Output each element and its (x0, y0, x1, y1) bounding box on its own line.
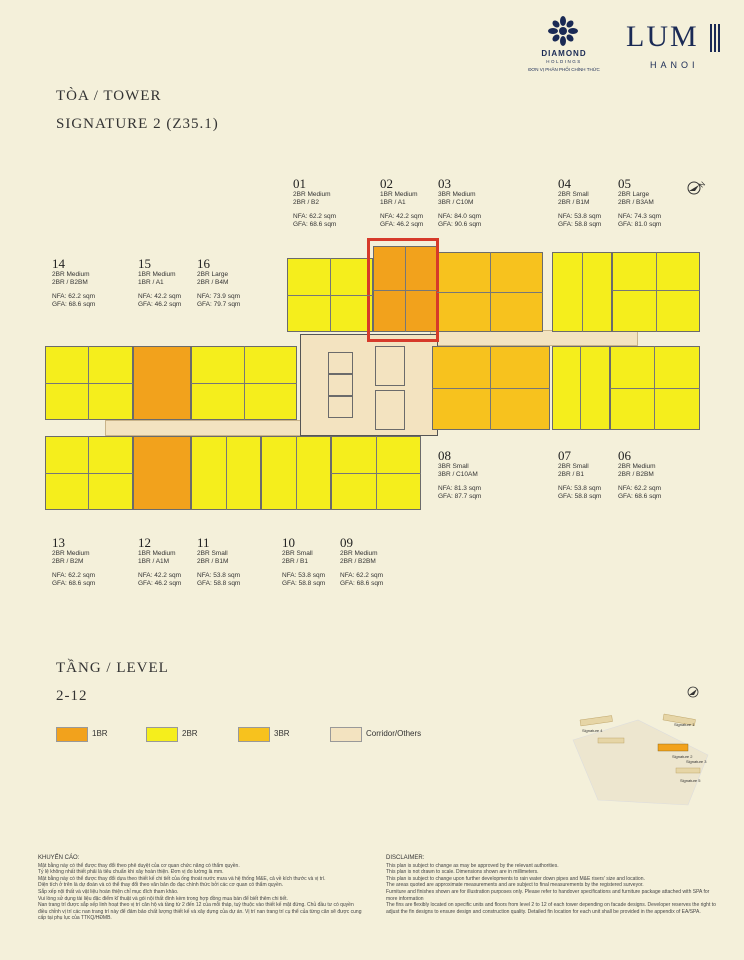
unit-label-13: 13 2BR Medium 2BR / B2M NFA: 62.2 sqm GFA: 68.6 sqm (52, 535, 96, 587)
unit-label-07: 07 2BR Small 2BR / B1 NFA: 53.8 sqm GFA: 58.8 sqm (558, 448, 602, 500)
legend-swatch-corridor (330, 727, 362, 742)
unit-label-12: 12 1BR Medium 1BR / A1M NFA: 42.2 sqm GFA: 46.2 sqm (138, 535, 182, 587)
disclaimer-en-title: DISCLAIMER: (386, 855, 425, 861)
project-name: LUM (626, 20, 699, 53)
unit-label-06: 06 2BR Medium 2BR / B2BM NFA: 62.2 sqm GFA: 68.6 sqm (618, 448, 662, 500)
unit-label-10: 10 2BR Small 2BR / B1 NFA: 53.8 sqm GFA: 58.8 sqm (282, 535, 326, 587)
legend-swatch-3br (238, 727, 270, 742)
unit-label-08: 08 3BR Small 3BR / C10AM NFA: 81.3 sqm GFA: 87.7 sqm (438, 448, 482, 500)
legend-label-1br: 1BR (92, 729, 108, 738)
legend-label-3br: 3BR (274, 729, 290, 738)
unit-label-03: 03 3BR Medium 3BR / C10M NFA: 84.0 sqm GFA: 90.6 sqm (438, 176, 482, 228)
core-stair-2 (375, 390, 405, 430)
core-stair-1 (375, 346, 405, 386)
legend-swatch-2br (146, 727, 178, 742)
unit-label-01: 01 2BR Medium 2BR / B2 NFA: 62.2 sqm GFA: 68.6 sqm (293, 176, 337, 228)
core-lift-3 (328, 396, 353, 418)
key-plan-map (568, 700, 718, 810)
level-range: 2-12 (56, 688, 88, 704)
key-plan (568, 700, 718, 810)
core-lift-2 (328, 374, 353, 396)
developer-name: DIAMOND (541, 49, 587, 58)
unit-label-11: 11 2BR Small 2BR / B1M NFA: 53.8 sqm GFA: 58.8 sqm (197, 535, 241, 587)
unit-15-plan[interactable] (133, 346, 191, 420)
developer-sub: HOLDINGS (546, 59, 582, 64)
keyplan-label-s2: Signature 2 (672, 754, 693, 759)
unit-12-plan[interactable] (133, 436, 191, 510)
svg-text:N: N (698, 180, 707, 190)
unit-label-09: 09 2BR Medium 2BR / B2BM NFA: 62.2 sqm GFA: 68.6 sqm (340, 535, 384, 587)
project-city: HANOI (650, 60, 699, 70)
unit-label-15: 15 1BR Medium 1BR / A1 NFA: 42.2 sqm GFA: 46.2 sqm (138, 256, 182, 308)
tower-subtitle: SIGNATURE 2 (Z35.1) (56, 116, 219, 132)
unit-label-04: 04 2BR Small 2BR / B1M NFA: 53.8 sqm GFA: 58.8 sqm (558, 176, 602, 228)
distributor-label: ĐƠN VỊ PHÂN PHỐI CHÍNH THỨC (528, 67, 600, 72)
unit-07-plan[interactable] (552, 346, 610, 430)
unit-label-02: 02 1BR Medium 1BR / A1 NFA: 42.2 sqm GFA: 46.2 sqm (380, 176, 424, 228)
legend-label-2br: 2BR (182, 729, 198, 738)
level-title: TẦNG / LEVEL (56, 660, 169, 676)
disclaimer-english: DISCLAIMER: This plan is subject to change as may be approved by the relevant authorities. This plan is not drawn to scale. Dimensions shown are in millimeters. This plan is subject to change upon further developments to rain water down pipes and M&E risers' size and location. The areas quoted are approximate measurements and are subject to final measurements by the registered surveyor. Furniture and finishes shown are for illustration purposes only. Please refer to handover specifications and furniture package attached with SPA for more information The fins are flexibly located on specific units and floors from level 2 to 12 of each tower depending on facade designs. Developer reserves the right to adjust the fin designs to ensure design and construction quality. Detailed fin location for each unit shall be provided in the appendix of EA/SPA. (386, 855, 720, 915)
keyplan-label-s5: Signature 5 (680, 778, 701, 783)
legend-swatch-1br (56, 727, 88, 742)
north-arrow-keyplan-icon (686, 684, 706, 700)
unit-label-05: 05 2BR Large 2BR / B3AM NFA: 74.3 sqm GFA: 81.0 sqm (618, 176, 662, 228)
unit-label-16: 16 2BR Large 2BR / B4M NFA: 73.9 sqm GFA: 79.7 sqm (197, 256, 241, 308)
keyplan-label-s4: Signature 4 (582, 728, 603, 733)
legend-label-corridor: Corridor/Others (366, 729, 422, 738)
tower-title: TÒA / TOWER (56, 88, 162, 104)
unit-label-14: 14 2BR Medium 2BR / B2BM NFA: 62.2 sqm GFA: 68.6 sqm (52, 256, 96, 308)
disclaimer-vietnamese: KHUYẾN CÁO: Mặt bằng này có thể được thay đổi theo phê duyệt của cơ quan chức năng có thẩm quyền. Tỷ lệ không nhất thiết phải là tiêu chuẩn khi xây hoàn thiện. Đơn vị đo lường là mm. Mặt bằng này có thể được thay đổi dựa theo thiết kế chi tiết của ống thoát nước mưa và hệ thống M&E, cả về kích thước và vị trí. Diện tích ở trên là dự đoán và có thể thay đổi theo văn bản đo đạc chính thức bởi các cơ quan có thẩm quyền. Sắp xếp nội thất và vật liệu hoàn thiện chỉ mục đích tham khảo. Vui lòng sử dụng tài liệu đặc điểm kĩ thuật và gói nội thất đính kèm trong hợp đồng mua bán để biết thêm chi tiết. Nan trang trí được sắp xếp linh hoạt theo vị trí căn hộ và tầng từ 2 đến 12 của mỗi tháp, tuỳ thuộc vào thiết kế mặt đứng. Chủ đầu tư có quyền điều chỉnh vị trí các nan trang trí này để đảm bảo chất lượng thiết kế và xây dựng của dự án. Vị trí nan trang trí cụ thể của từng căn sẽ được cung cấp tại phụ lục của TTKQ/HĐMB. (38, 855, 364, 922)
corridor-east (430, 330, 638, 346)
keyplan-label-s3: Signature 3 (686, 759, 707, 764)
core-lift-1 (328, 352, 353, 374)
keyplan-label-s1: Signature 1 (674, 722, 695, 727)
core-area (300, 334, 438, 436)
disclaimer-vi-title: KHUYẾN CÁO: (38, 855, 80, 861)
